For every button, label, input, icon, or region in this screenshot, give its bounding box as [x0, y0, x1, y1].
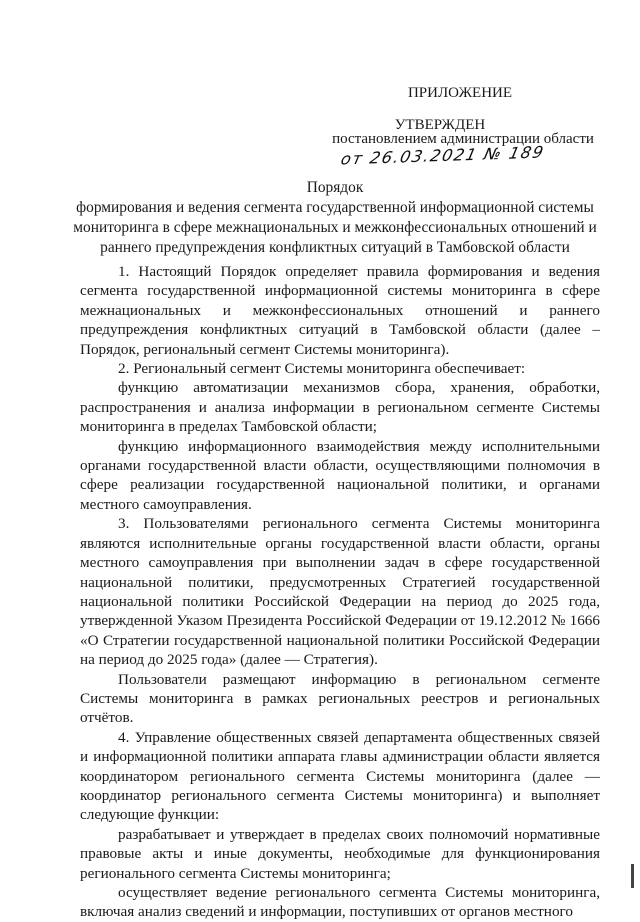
scan-edge-mark — [631, 864, 634, 888]
paragraph: разрабатывает и утверждает в пределах своих полномочий нормативные правовые акты и иные документы, необходимые для функционирования регионального сегмента Системы мониторинга; — [80, 825, 600, 882]
paragraph: 3. Пользователями регионального сегмента Системы мониторинга являются исполнительные органы государственной власти области, органы местного самоуправления при выполнении задач в сфере государственной национальной политики, предусмотренных Стратегией государственной национальной политики Российской Федерации на период до 2025 года, утвержденной Указом Президента Российской Федерации от 19.12.2012 № 1666 «О Стратегии государственной национальной политики Российской Федерации на период до 2025 года» (далее — Стратегия). — [80, 515, 600, 669]
document-body — [80, 262, 600, 922]
title-line: раннего предупреждения конфликтных ситуаций в Тамбовской области — [100, 239, 570, 256]
title-line: мониторинга в сфере межнациональных и межконфессиональных отношений и — [73, 219, 597, 236]
paragraph: 4. Управление общественных связей департамента общественных связей и информационной политики аппарата главы администрации области является координатором регионального сегмента Системы мониторинга (далее — координатор регионального сегмента Системы мониторинга) и выполняет следующие функции: — [80, 728, 600, 824]
paragraph: осуществляет ведение регионального сегмента Системы мониторинга, включая анализ сведений и информации, поступивших от органов местного — [80, 884, 600, 921]
handwritten-date-number: от 26.03.2021 № 189 — [339, 142, 547, 169]
paragraph: Пользователи размещают информацию в региональном сегменте Системы мониторинга в рамках региональных реестров и региональных отчётов. — [80, 670, 600, 727]
paragraph: 1. Настоящий Порядок определяет правила формирования и ведения сегмента государственной информационной системы мониторинга в сфере межнациональных и межконфессиональных отношений и раннего предупреждения конфликтных ситуаций в Тамбовской области (далее – Порядок, региональный сегмент Системы мониторинга). — [80, 263, 600, 358]
approved-label: УТВЕРЖДЕН — [394, 117, 486, 133]
approved-by-text: постановлением администрации области — [332, 131, 594, 147]
document-title — [72, 178, 598, 258]
paragraph: функцию автоматизации механизмов сбора, хранения, обработки, распространения и анализа информации в региональном сегменте Системы мониторинга в пределах Тамбовской области; — [80, 379, 600, 436]
title-word: Порядок — [306, 179, 364, 196]
paragraph: 2. Региональный сегмент Системы мониторинга обеспечивает: — [118, 360, 526, 378]
appendix-label: ПРИЛОЖЕНИЕ — [407, 85, 513, 101]
paragraph: функцию информационного взаимодействия между исполнительными органами государственной власти области, осуществляющими полномочия в сфере реализации государственной национальной политики, и органами местного самоуправления. — [80, 437, 600, 513]
title-line: формирования и ведения сегмента государственной информационной системы — [76, 199, 594, 216]
